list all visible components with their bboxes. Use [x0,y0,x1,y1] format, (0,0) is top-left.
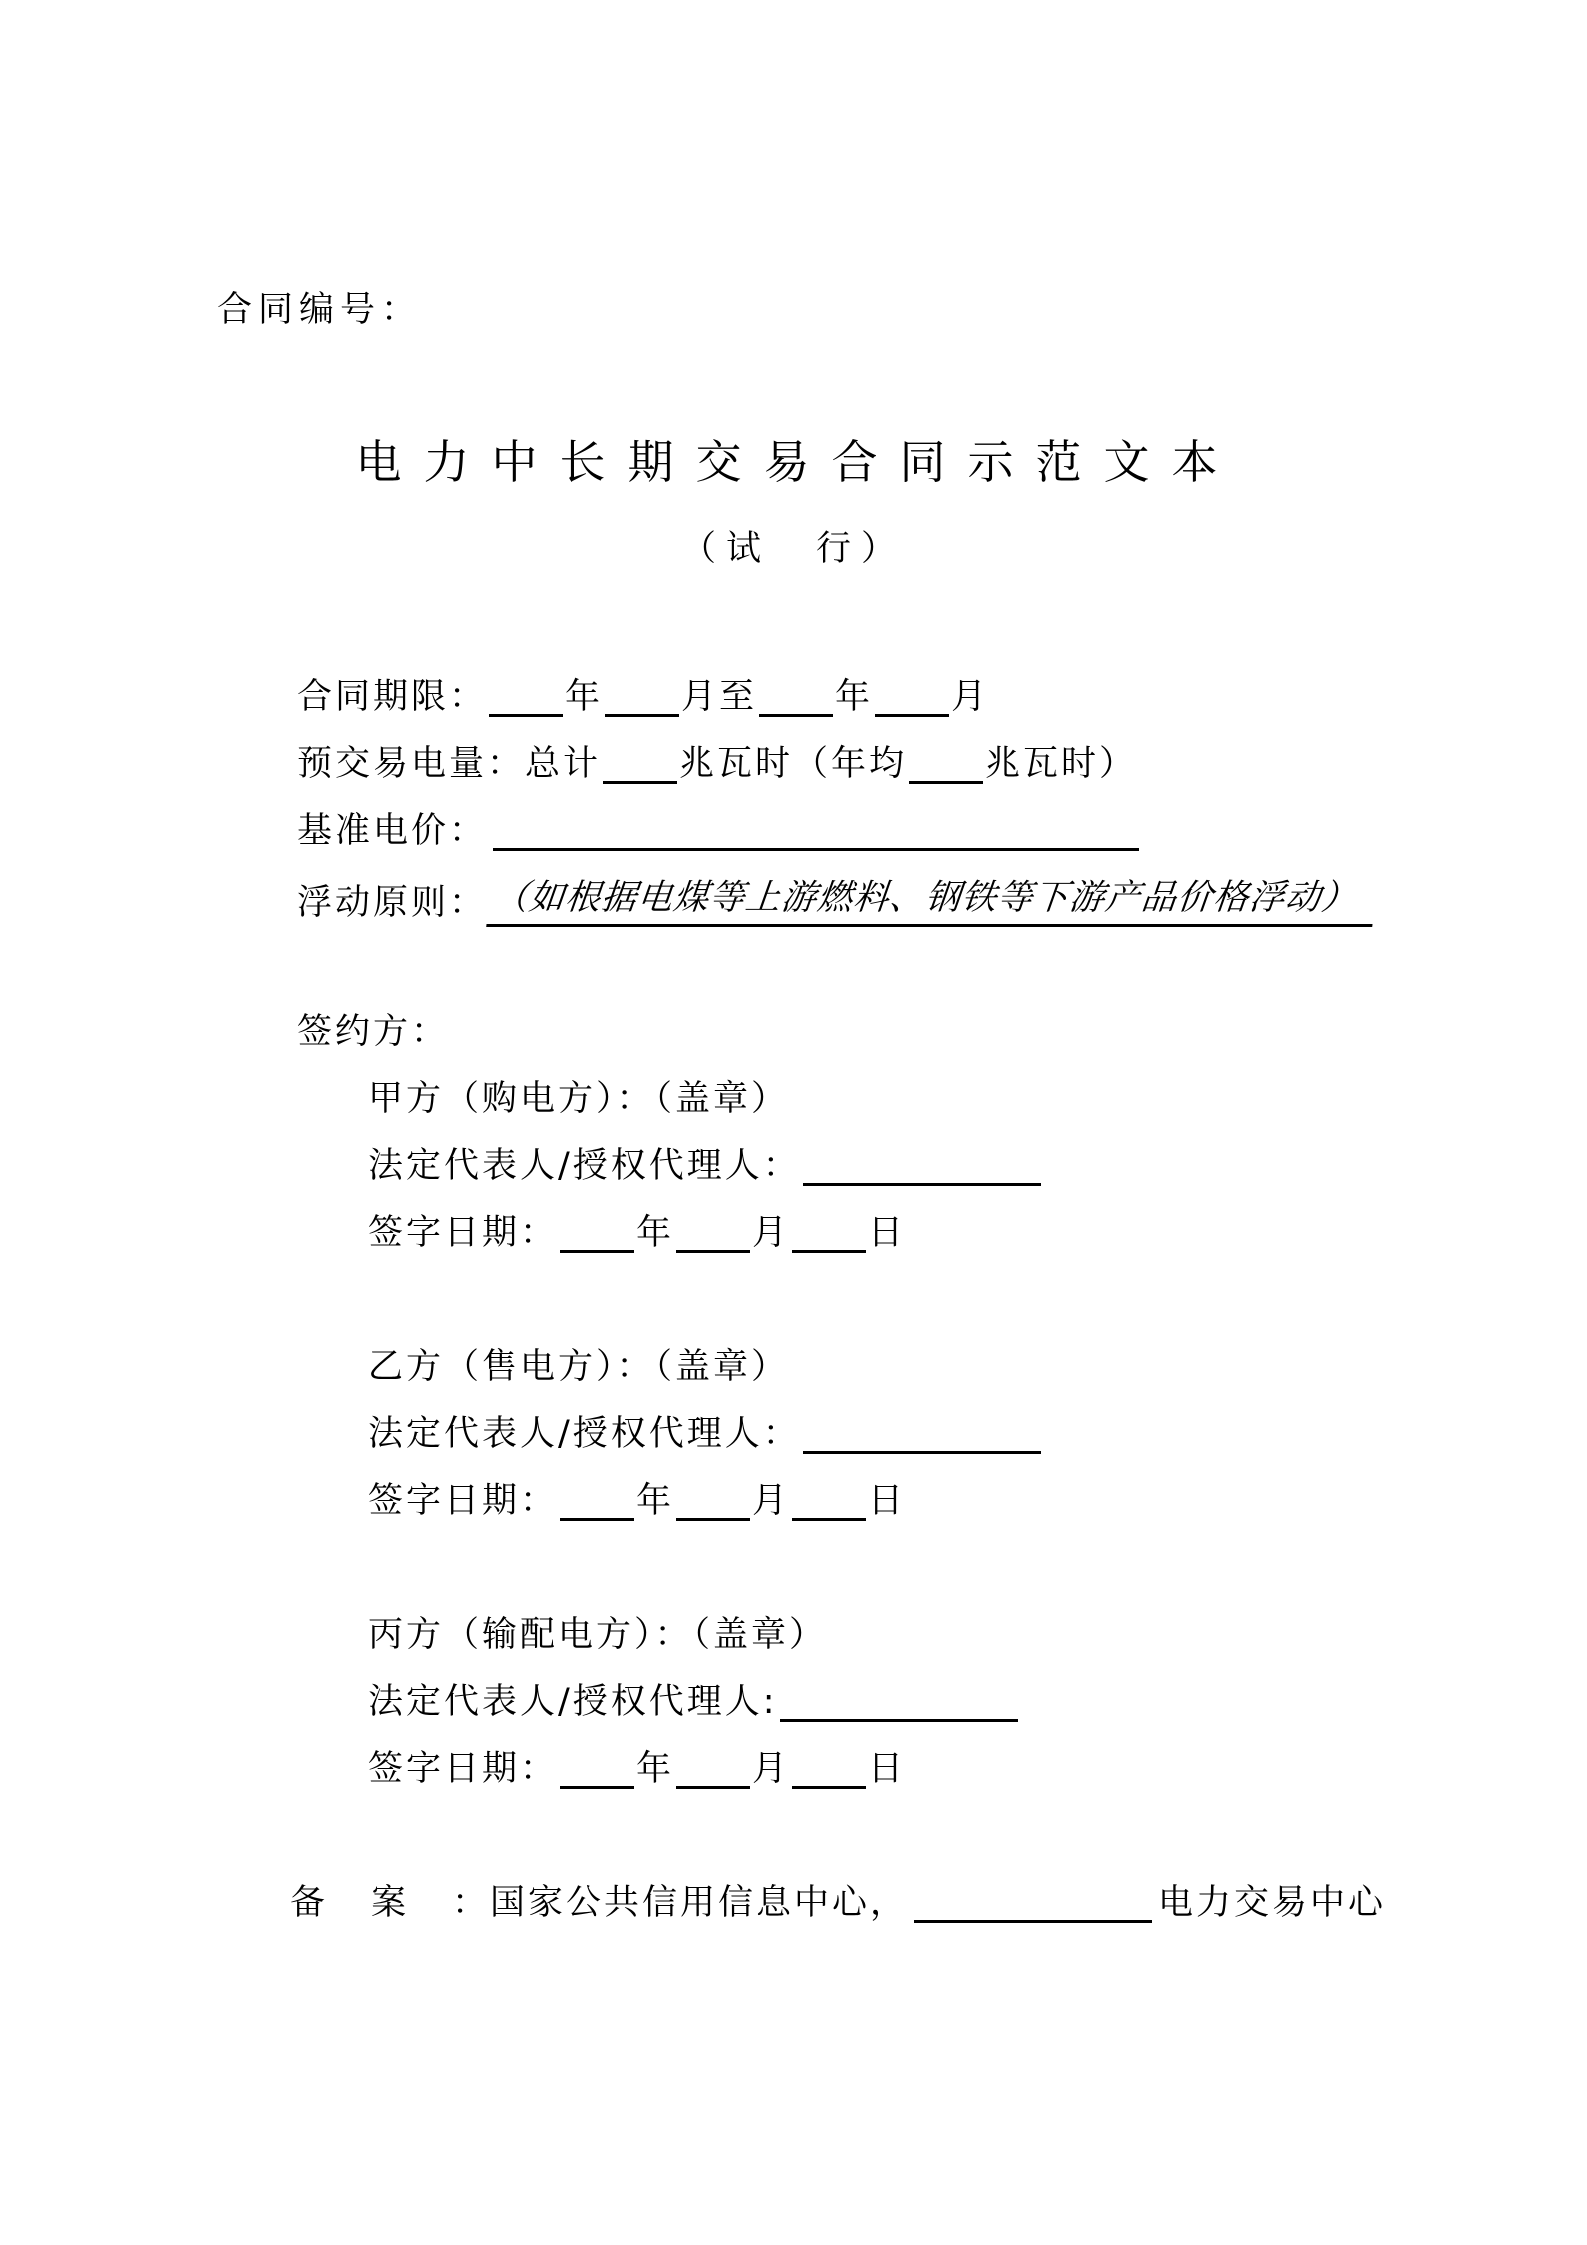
filing-label: 备案 [290,1883,453,1923]
contract-period-row [297,673,989,721]
annual-volume-blank[interactable] [909,741,983,784]
party-a-rep-label: 法定代表人/授权代理人： [368,1146,801,1186]
party-b-date-label: 签字日期： [368,1481,559,1521]
start-month-unit: 月至 [681,677,758,717]
party-c-rep-blank[interactable] [780,1679,1018,1722]
signers-label: 签约方： [297,1012,450,1052]
base-price-label: 基准电价： [297,811,488,851]
total-prefix: 总计 [525,744,602,784]
party-c-representative-row [368,1678,1020,1726]
party-c-year-unit: 年 [636,1749,675,1789]
filing-colon: ： [452,1883,491,1923]
float-rule-row [297,874,1375,927]
filing-row [290,1879,1386,1927]
contract-period-label: 合同期限： [297,677,488,717]
party-c-rep-label: 法定代表人/授权代理人: [368,1682,778,1722]
party-a-year-blank[interactable] [560,1210,634,1253]
end-year-unit: 年 [835,677,874,717]
party-b-representative-row [368,1410,1043,1458]
document-subtitle: （试 行） [680,529,906,569]
party-a-month-unit: 月 [752,1213,791,1253]
party-b-year-blank[interactable] [560,1478,634,1521]
party-c-day-blank[interactable] [792,1746,866,1789]
party-a-representative-row [368,1142,1043,1190]
base-price-blank[interactable] [493,808,1139,851]
party-a-month-blank[interactable] [676,1210,750,1253]
expected-volume-row [297,740,1137,788]
party-a-day-blank[interactable] [792,1210,866,1253]
party-a-year-unit: 年 [636,1213,675,1253]
party-c-year-blank[interactable] [560,1746,634,1789]
party-a-date-label: 签字日期： [368,1213,559,1253]
party-a-rep-blank[interactable] [803,1143,1041,1186]
start-year-unit: 年 [565,677,604,717]
float-rule-label: 浮动原则： [297,883,488,923]
filing-exchange-blank[interactable] [914,1880,1152,1923]
party-c-date-row [368,1745,906,1793]
party-b-rep-blank[interactable] [803,1411,1041,1454]
end-year-blank[interactable] [759,674,833,717]
party-b-rep-label: 法定代表人/授权代理人： [368,1414,801,1454]
end-month-blank[interactable] [875,674,949,717]
party-b-year-unit: 年 [636,1481,675,1521]
start-month-blank[interactable] [605,674,679,717]
contract-number-label: 合同编号： [217,290,423,330]
base-price-row [297,807,1141,855]
party-b-month-blank[interactable] [676,1478,750,1521]
party-a-date-row [368,1209,906,1257]
party-b-name: 乙方（售电方）：（盖章） [368,1347,790,1387]
expected-volume-label: 预交易电量： [297,744,526,784]
total-volume-blank[interactable] [603,741,677,784]
total-volume-unit: 兆瓦时（年均 [679,744,908,784]
party-a-day-unit: 日 [868,1213,907,1253]
party-c-day-unit: 日 [868,1749,907,1789]
float-rule-value[interactable]: （如根据电煤等上游燃料、钢铁等下游产品价格浮动） [486,874,1378,927]
document-title: 电力中长期交易合同示范文本 [355,435,1240,489]
party-c-date-label: 签字日期： [368,1749,559,1789]
party-b-month-unit: 月 [752,1481,791,1521]
party-b-date-row [368,1477,906,1525]
filing-prefix: 国家公共信用信息中心， [490,1883,909,1923]
filing-suffix: 电力交易中心 [1158,1883,1387,1923]
party-c-month-unit: 月 [752,1749,791,1789]
annual-volume-unit: 兆瓦时） [985,744,1138,784]
end-month-unit: 月 [951,677,990,717]
party-b-day-blank[interactable] [792,1478,866,1521]
party-c-month-blank[interactable] [676,1746,750,1789]
party-b-day-unit: 日 [868,1481,907,1521]
start-year-blank[interactable] [489,674,563,717]
party-a-name: 甲方（购电方）：（盖章） [368,1079,790,1119]
party-c-name: 丙方（输配电方）：（盖章） [368,1615,828,1655]
